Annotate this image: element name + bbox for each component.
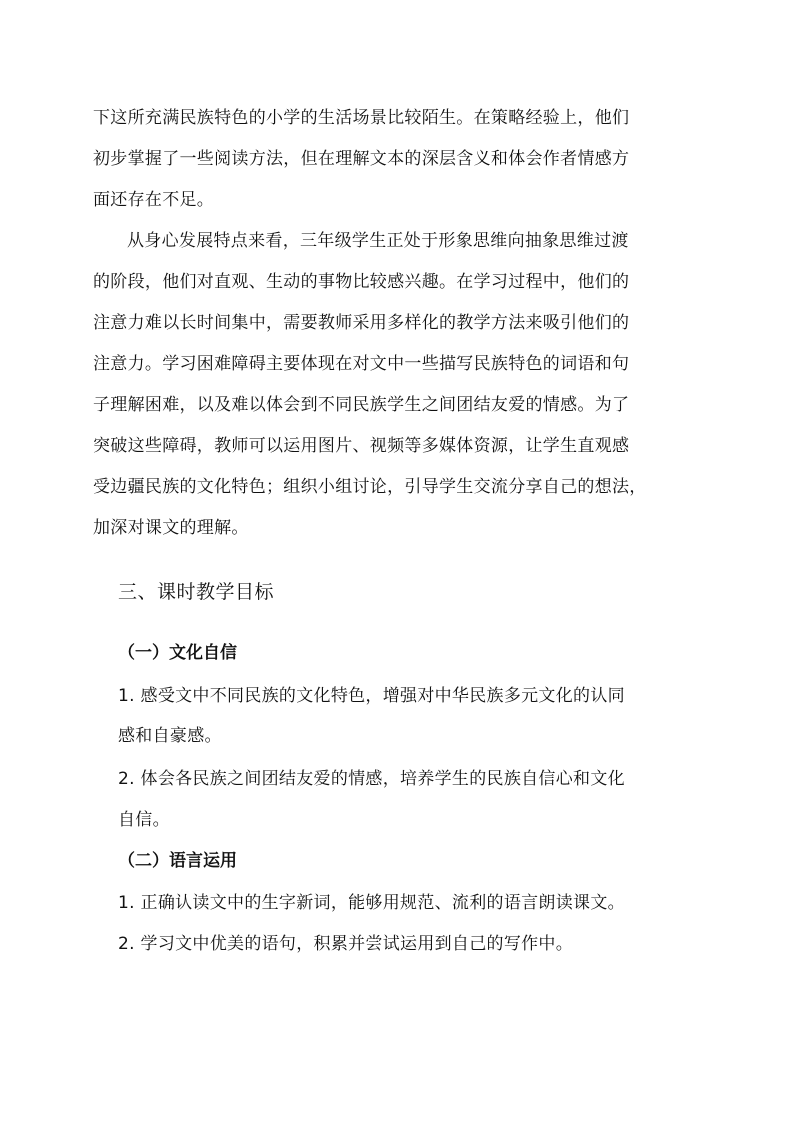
list-item: 1. 感受文中不同民族的文化特色，增强对中华民族多元文化的认同 [118, 686, 625, 706]
paragraph-line: 初步掌握了一些阅读方法，但在理解文本的深层含义和体会作者情感方 [93, 149, 630, 169]
subsection-heading: （一）文化自信 [118, 643, 237, 663]
paragraph-line: 子理解困难，以及难以体会到不同民族学生之间团结友爱的情感。为了 [93, 395, 630, 415]
paragraph-line: 注意力难以长时间集中，需要教师采用多样化的教学方法来吸引他们的 [93, 313, 630, 333]
paragraph-line: 面还存在不足。 [93, 190, 215, 210]
list-item-continuation: 感和自豪感。 [118, 726, 222, 746]
paragraph-line: 下这所充满民族特色的小学的生活场景比较陌生。在策略经验上，他们 [93, 108, 630, 128]
subsection-heading: （二）语言运用 [118, 851, 237, 871]
paragraph-line: 加深对课文的理解。 [93, 518, 249, 538]
paragraph-line: 的阶段，他们对直观、生动的事物比较感兴趣。在学习过程中，他们的 [93, 272, 630, 292]
paragraph-line: 注意力。学习困难障碍主要体现在对文中一些描写民族特色的词语和句 [93, 354, 630, 374]
list-item: 2. 学习文中优美的语句，积累并尝试运用到自己的写作中。 [118, 934, 574, 954]
paragraph-line: 受边疆民族的文化特色；组织小组讨论，引导学生交流分享自己的想法， [93, 477, 647, 497]
list-item: 1. 正确认读文中的生字新词，能够用规范、流利的语言朗读课文。 [118, 893, 625, 913]
section-heading: 三、课时教学目标 [118, 581, 275, 603]
paragraph-line: 从身心发展特点来看，三年级学生正处于形象思维向抽象思维过渡 [127, 231, 629, 251]
paragraph-line: 突破这些障碍，教师可以运用图片、视频等多媒体资源，让学生直观感 [93, 436, 630, 456]
list-item: 2. 体会各民族之间团结友爱的情感，培养学生的民族自信心和文化 [118, 769, 625, 789]
list-item-continuation: 自信。 [118, 810, 170, 830]
